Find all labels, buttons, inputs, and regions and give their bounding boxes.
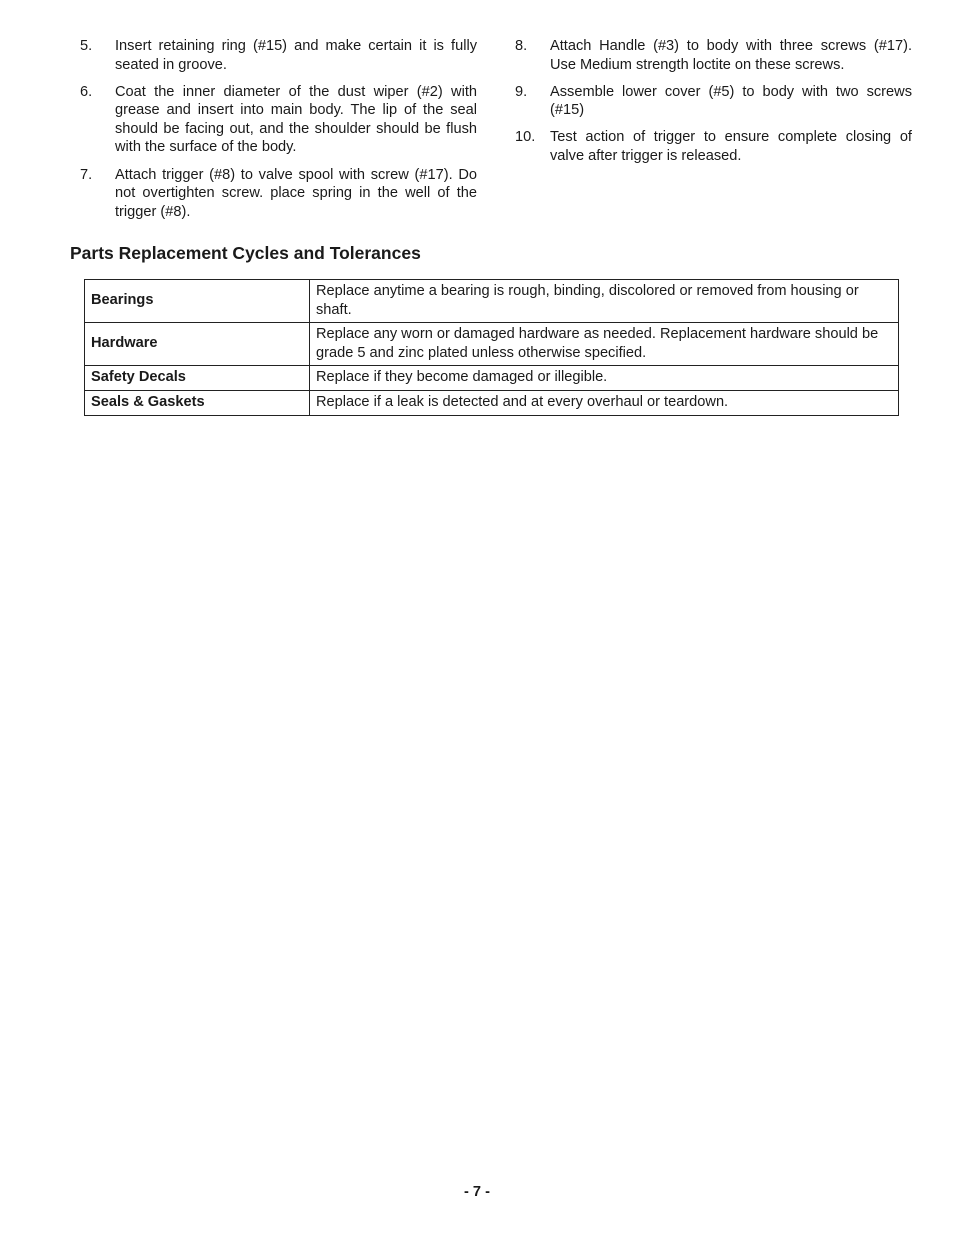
step-number: 7. (80, 166, 93, 183)
step-number: 10. (515, 129, 536, 146)
section-title: Parts Replacement Cycles and Tolerances (70, 243, 421, 263)
step-number: 9. (515, 83, 528, 100)
step-text: Attach trigger (#8) to valve spool with screw (#17). Do not overtighten screw. place spring in the well of the trigger (#8). (115, 166, 477, 220)
step-text: Coat the inner diameter of the dust wiper (#2) with grease and insert into main body. The lip of the seal should be facing out, and the shoulder should be flush with the surface of the body. (115, 83, 477, 156)
part-instruction-cell: Replace if a leak is detected and at every overhaul or teardown. (310, 390, 899, 415)
step-text: Test action of trigger to ensure complete closing of valve after trigger is released. (550, 129, 912, 164)
step-text: Assemble lower cover (#5) to body with two screws (#15) (550, 83, 912, 119)
step-item (80, 166, 477, 222)
part-instruction-cell: Replace if they become damaged or illegible. (310, 366, 899, 391)
part-name-cell: Hardware (85, 323, 310, 366)
part-instruction-cell: Replace anytime a bearing is rough, binding, discolored or removed from housing or shaft. (310, 280, 899, 323)
part-name-cell: Seals & Gaskets (85, 390, 310, 415)
table-row (85, 323, 899, 366)
parts-replacement-table (84, 279, 899, 416)
step-text: Attach Handle (#3) to body with three screws (#17). Use Medium strength loctite on these screws. (550, 38, 912, 73)
steps-column-left (80, 37, 477, 230)
part-name-cell: Bearings (85, 280, 310, 323)
step-item (80, 37, 477, 74)
table-row (85, 280, 899, 323)
step-item (515, 128, 912, 165)
step-number: 6. (80, 83, 93, 100)
part-name-cell: Safety Decals (85, 366, 310, 391)
table-row (85, 390, 899, 415)
step-number: 8. (515, 38, 528, 54)
step-text: Insert retaining ring (#15) and make certain it is fully seated in groove. (115, 38, 477, 73)
step-item (515, 37, 912, 74)
page-number: - 7 - (464, 1184, 490, 1200)
step-item (80, 83, 477, 157)
part-instruction-cell: Replace any worn or damaged hardware as needed. Replacement hardware should be grade 5 and zinc plated unless otherwise specified. (310, 323, 899, 366)
step-item (515, 83, 912, 120)
step-number: 5. (80, 38, 93, 54)
steps-column-right (515, 37, 912, 174)
table-row (85, 366, 899, 391)
